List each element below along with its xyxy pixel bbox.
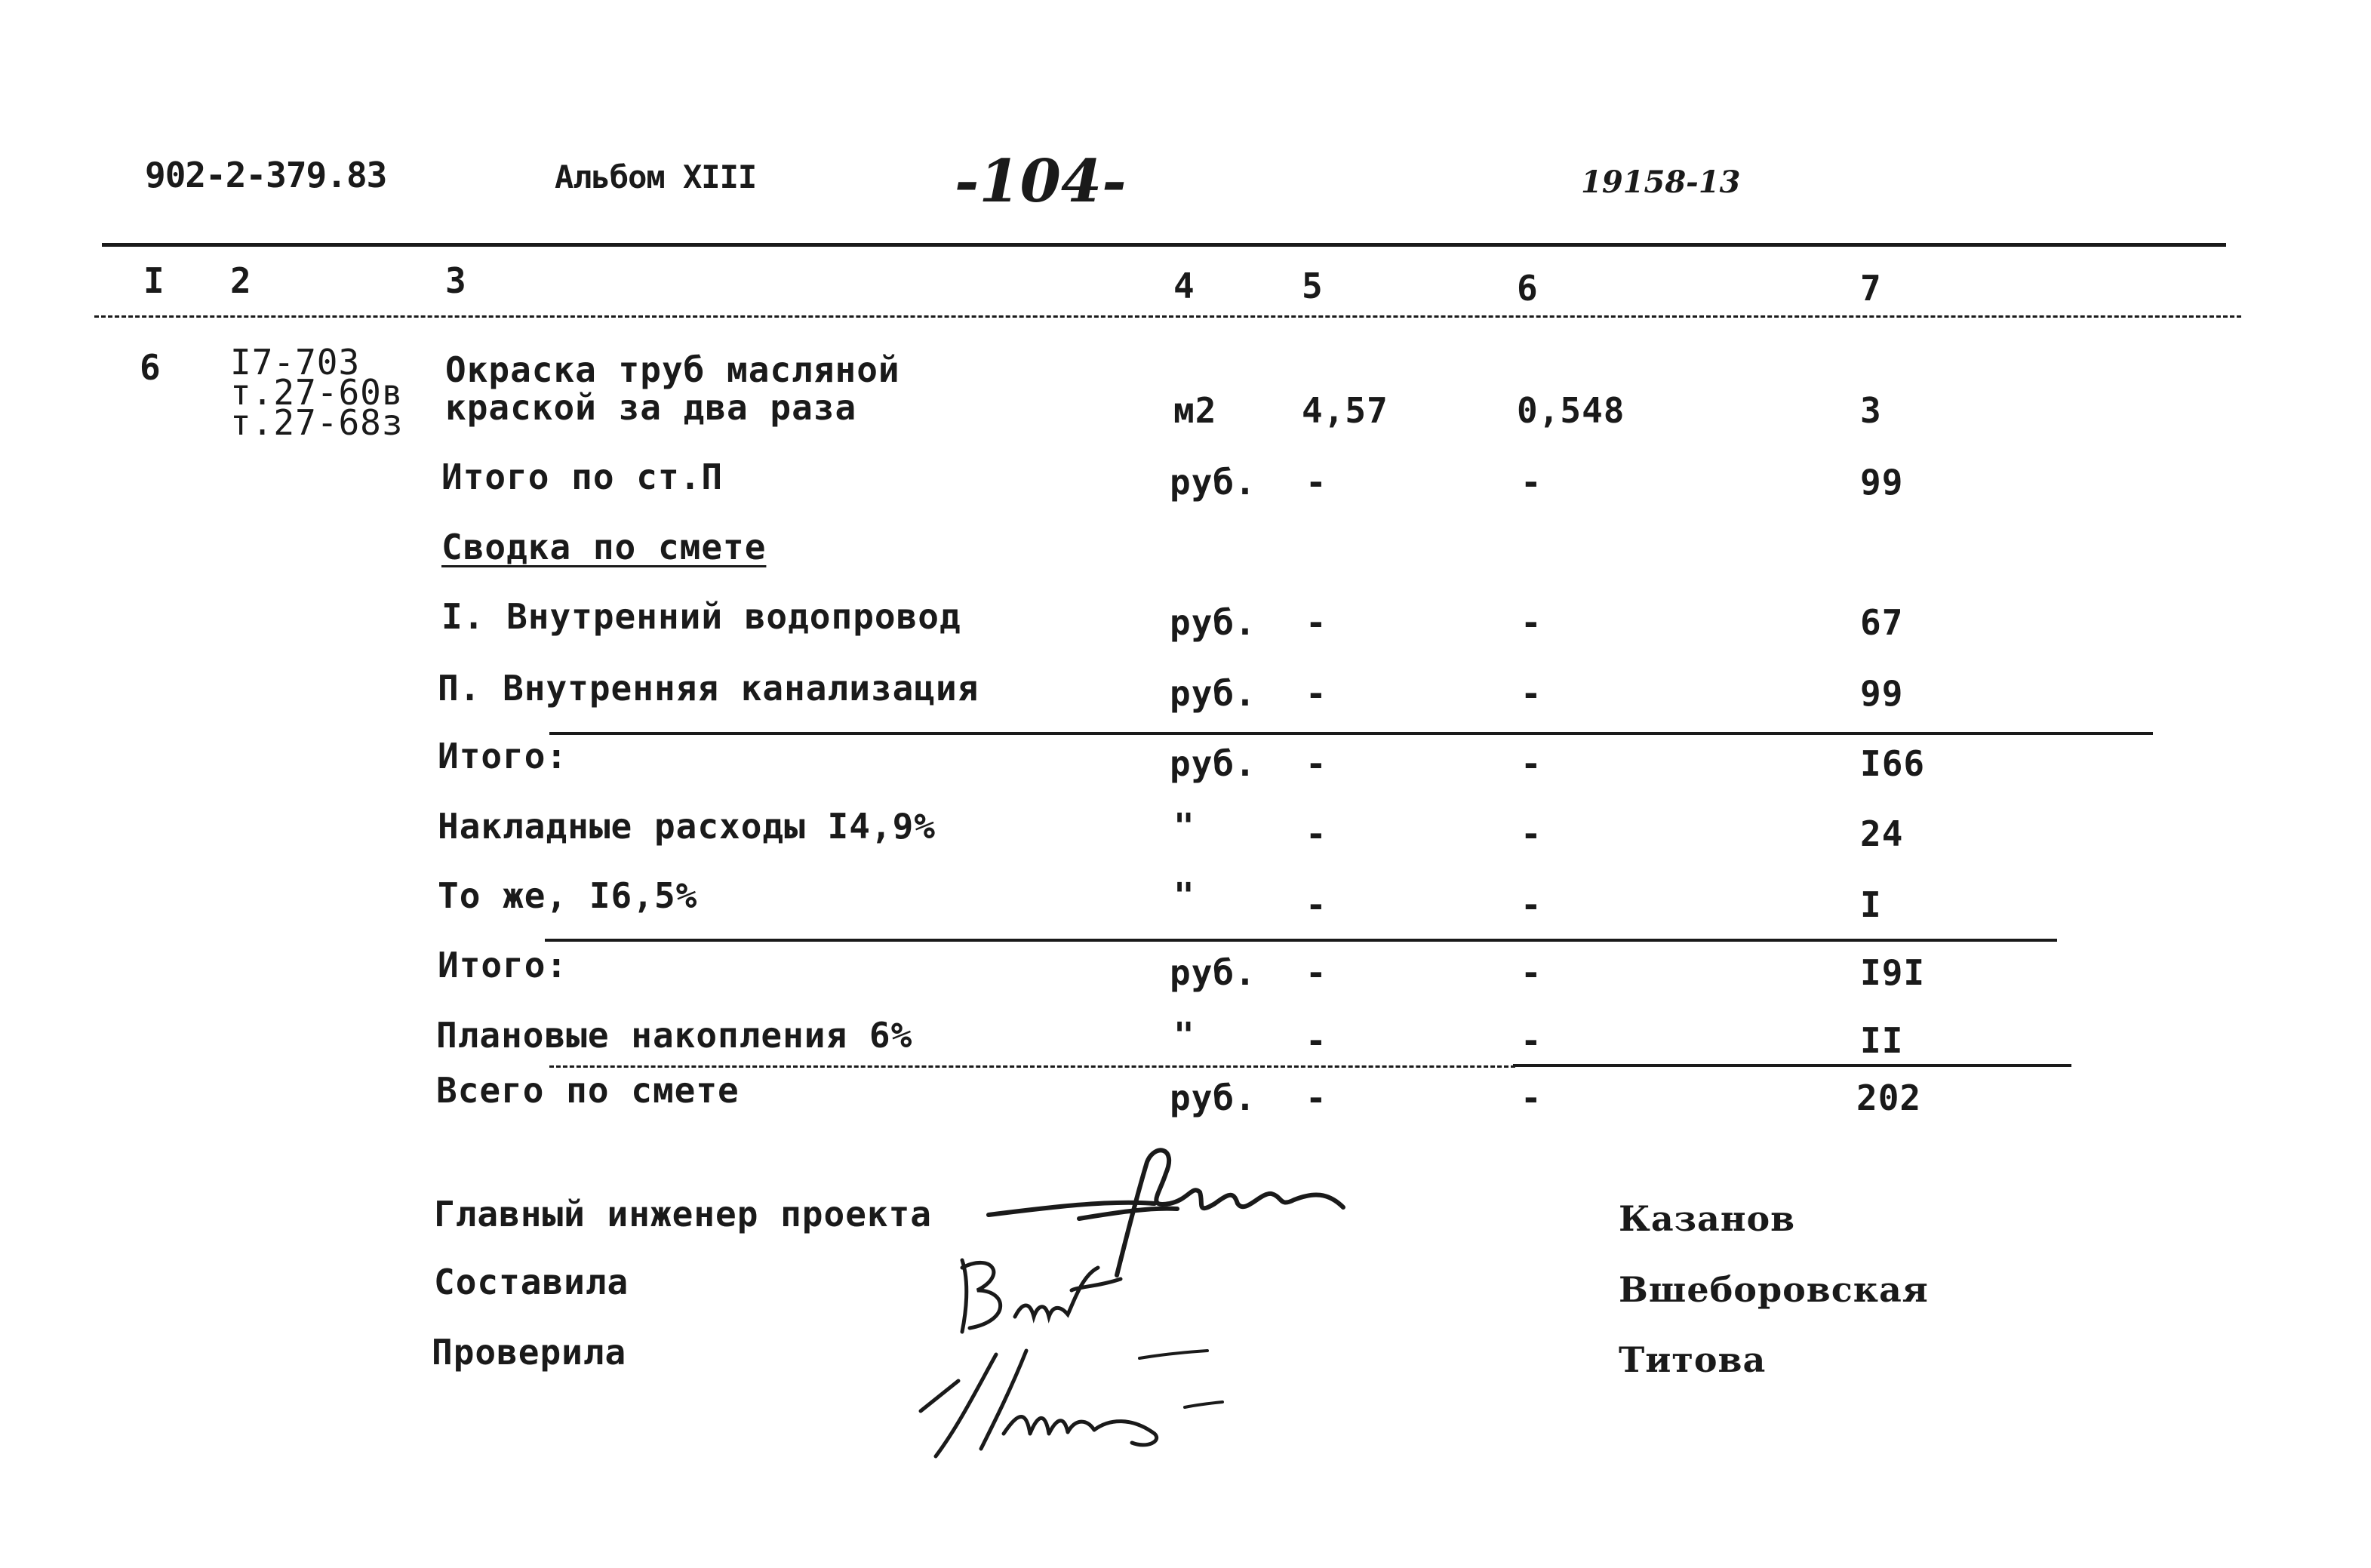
page-number: -104- xyxy=(955,147,1127,216)
row-col5: - xyxy=(1305,602,1327,643)
row-col6: - xyxy=(1521,462,1542,503)
row-label: Накладные расходы I4,9% xyxy=(438,806,936,847)
row-unit: руб. xyxy=(1170,673,1256,714)
row-total: 99 xyxy=(1860,673,1904,714)
total-rule xyxy=(1513,1064,2071,1067)
signatory-name: Вшеборовская xyxy=(1619,1269,1929,1310)
row-total: 24 xyxy=(1860,813,1904,854)
row-col6: - xyxy=(1521,743,1542,784)
header-rule xyxy=(102,243,2226,247)
item-description xyxy=(445,351,900,426)
column-number-3: 3 xyxy=(445,260,467,301)
column-number-4: 4 xyxy=(1173,266,1195,306)
row-label: I. Внутренний водопровод xyxy=(441,596,961,637)
row-unit: руб. xyxy=(1170,1078,1256,1118)
row-label: Всего по смете xyxy=(436,1070,740,1111)
album-label: Альбом XIII xyxy=(555,158,757,195)
item-code-line: т.27-60в xyxy=(230,372,404,413)
row-total: II xyxy=(1860,1020,1904,1061)
row-label: Итого: xyxy=(438,736,568,776)
row-unit: руб. xyxy=(1170,952,1256,993)
row-col5: - xyxy=(1305,743,1327,784)
item-code xyxy=(230,342,404,443)
row-col5: - xyxy=(1305,462,1327,503)
row-col5: - xyxy=(1305,884,1327,925)
row-col6: - xyxy=(1521,884,1542,925)
row-unit: руб. xyxy=(1170,743,1256,784)
signature-compiler xyxy=(947,1245,1173,1351)
row-col5: - xyxy=(1305,1020,1327,1061)
document-number: 902-2-379.83 xyxy=(145,155,387,195)
item-unit-price: 0,548 xyxy=(1517,390,1625,431)
item-description-line: краской за два раза xyxy=(445,387,857,428)
row-total: 67 xyxy=(1860,602,1904,643)
signatory-name: Титова xyxy=(1619,1339,1767,1380)
signature-role: Проверила xyxy=(432,1332,627,1373)
row-unit: " xyxy=(1173,806,1195,847)
row-col6: - xyxy=(1521,602,1542,643)
item-description-line: Окраска труб масляной xyxy=(445,349,900,390)
row-total: I xyxy=(1860,884,1882,925)
row-col6: - xyxy=(1521,813,1542,854)
row-unit: " xyxy=(1173,1015,1195,1056)
item-code-line: т.27-68з xyxy=(230,402,404,443)
row-col6: - xyxy=(1521,952,1542,993)
row-label: Итого: xyxy=(438,945,568,985)
column-number-5: 5 xyxy=(1302,266,1324,306)
row-col5: - xyxy=(1305,673,1327,714)
item-quantity: 4,57 xyxy=(1302,390,1388,431)
signature-role: Главный инженер проекта xyxy=(434,1194,932,1234)
row-col6: - xyxy=(1521,673,1542,714)
signature-checker xyxy=(906,1336,1253,1471)
row-unit: руб. xyxy=(1170,462,1256,503)
row-unit: " xyxy=(1173,875,1195,916)
item-total: 3 xyxy=(1860,390,1882,431)
row-label: П. Внутренняя канализация xyxy=(438,668,979,709)
row-col6: - xyxy=(1521,1020,1542,1061)
row-col5: - xyxy=(1305,1078,1327,1118)
item-unit: м2 xyxy=(1173,390,1217,431)
row-total: 99 xyxy=(1860,462,1904,503)
summary-heading: Сводка по смете xyxy=(441,527,767,567)
row-col6: - xyxy=(1521,1078,1542,1118)
row-label: Итого по ст.П xyxy=(441,457,724,497)
row-total: I66 xyxy=(1860,743,1926,784)
signatory-name: Казанов xyxy=(1619,1198,1796,1239)
signature-role: Составила xyxy=(434,1262,629,1302)
row-col5: - xyxy=(1305,952,1327,993)
item-code-line: I7-703 xyxy=(230,342,361,383)
column-number-1: I xyxy=(143,260,165,301)
subtotal-rule xyxy=(545,939,2057,942)
row-label: Плановые накопления 6% xyxy=(436,1015,913,1056)
column-number-6: 6 xyxy=(1517,268,1539,309)
row-col5: - xyxy=(1305,813,1327,854)
archive-code: 19158-13 xyxy=(1581,164,1741,200)
row-total: 202 xyxy=(1856,1078,1922,1118)
column-header-rule xyxy=(94,315,2241,318)
subtotal-rule xyxy=(549,732,2153,735)
row-label: То же, I6,5% xyxy=(438,875,698,916)
column-number-2: 2 xyxy=(230,260,252,301)
row-total: I9I xyxy=(1860,952,1926,993)
column-number-7: 7 xyxy=(1860,268,1882,309)
total-rule-dashed xyxy=(549,1065,1515,1068)
row-unit: руб. xyxy=(1170,602,1256,643)
item-number: 6 xyxy=(140,347,161,388)
